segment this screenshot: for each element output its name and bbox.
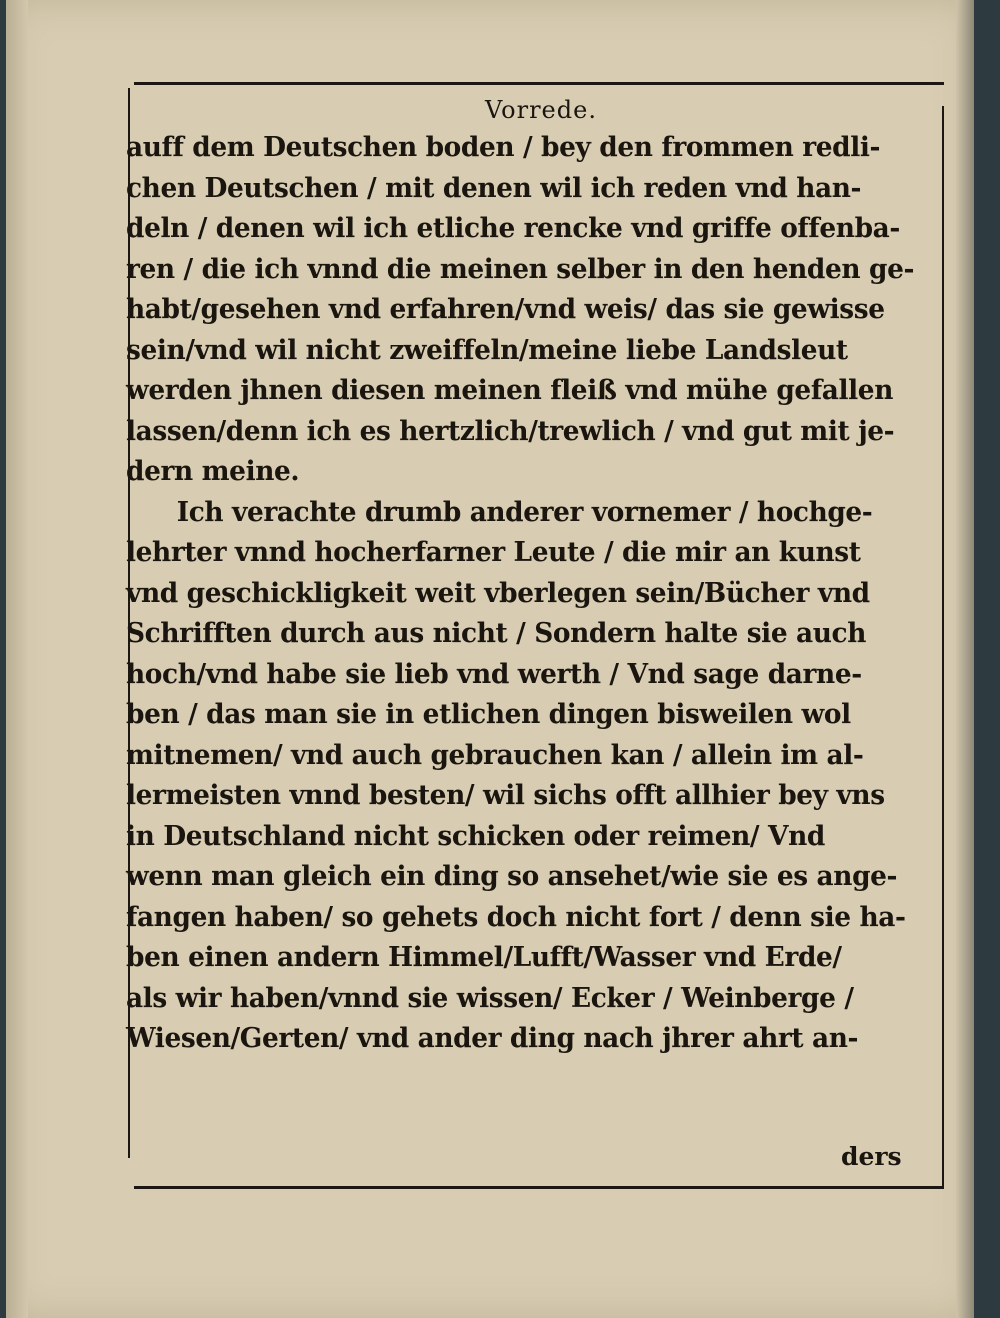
book-page [6, 0, 974, 1318]
text-line: hoch/vnd habe sie lieb vnd werth / Vnd sage darne- [126, 658, 862, 690]
text-line: dern meine. [126, 456, 300, 487]
text-line: in Deutschland nicht schicken oder reimen/ Vnd [126, 820, 825, 852]
text-line: fangen haben/ so gehets doch nicht fort / denn sie ha- [126, 901, 906, 933]
text-line: Schrifften durch aus nicht / Sondern halte sie auch [126, 618, 867, 649]
text-line: habt/gesehen vnd erfahren/vnd weis/ das sie gewisse [126, 294, 885, 325]
text-line: lehrter vnnd hocherfarner Leute / die mir an kunst [126, 537, 861, 568]
text-line: sein/vnd wil nicht zweiffeln/meine liebe Landsleut [126, 334, 848, 366]
text-line: chen Deutschen / mit denen wil ich reden vnd han- [126, 172, 862, 204]
top-rule [134, 82, 944, 85]
catchword: ders [841, 1142, 902, 1171]
page-outer-edge [956, 0, 974, 1318]
text-line: mitnemen/ vnd auch gebrauchen kan / allein im al- [126, 739, 864, 771]
running-head: Vorrede. [485, 96, 597, 124]
text-line: vnd geschickligkeit weit vberlegen sein/Bücher vnd [126, 577, 870, 609]
text-line: Wiesen/Gerten/ vnd ander ding nach jhrer ahrt an- [126, 1023, 859, 1054]
text-line: wenn man gleich ein ding so ansehet/wie sie es ange- [126, 861, 898, 892]
paragraph-first-line: Ich verachte drumb anderer vornemer / hochge- [176, 496, 873, 528]
text-line: ben / das man sie in etlichen dingen bisweilen wol [126, 699, 851, 730]
text-line: ben einen andern Himmel/Lufft/Wasser vnd Erde/ [126, 942, 842, 973]
text-line: ren / die ich vnnd die meinen selber in den henden ge- [126, 253, 915, 285]
page-gutter-edge [6, 0, 28, 1318]
text-line: als wir haben/vnnd sie wissen/ Ecker / Weinberge / [126, 982, 854, 1014]
text-line: werden jhnen diesen meinen fleiß vnd mühe gefallen [126, 375, 894, 406]
text-line: auff dem Deutschen boden / bey den frommen redli- [126, 132, 881, 163]
text-line: lassen/denn ich es hertzlich/trewlich / vnd gut mit je- [126, 415, 895, 447]
text-block [126, 92, 956, 1060]
text-line: lermeisten vnnd besten/ wil sichs offt allhier bey vns [126, 780, 885, 811]
bottom-rule [134, 1186, 944, 1189]
text-line: deln / denen wil ich etliche rencke vnd griffe offenba- [126, 213, 900, 244]
